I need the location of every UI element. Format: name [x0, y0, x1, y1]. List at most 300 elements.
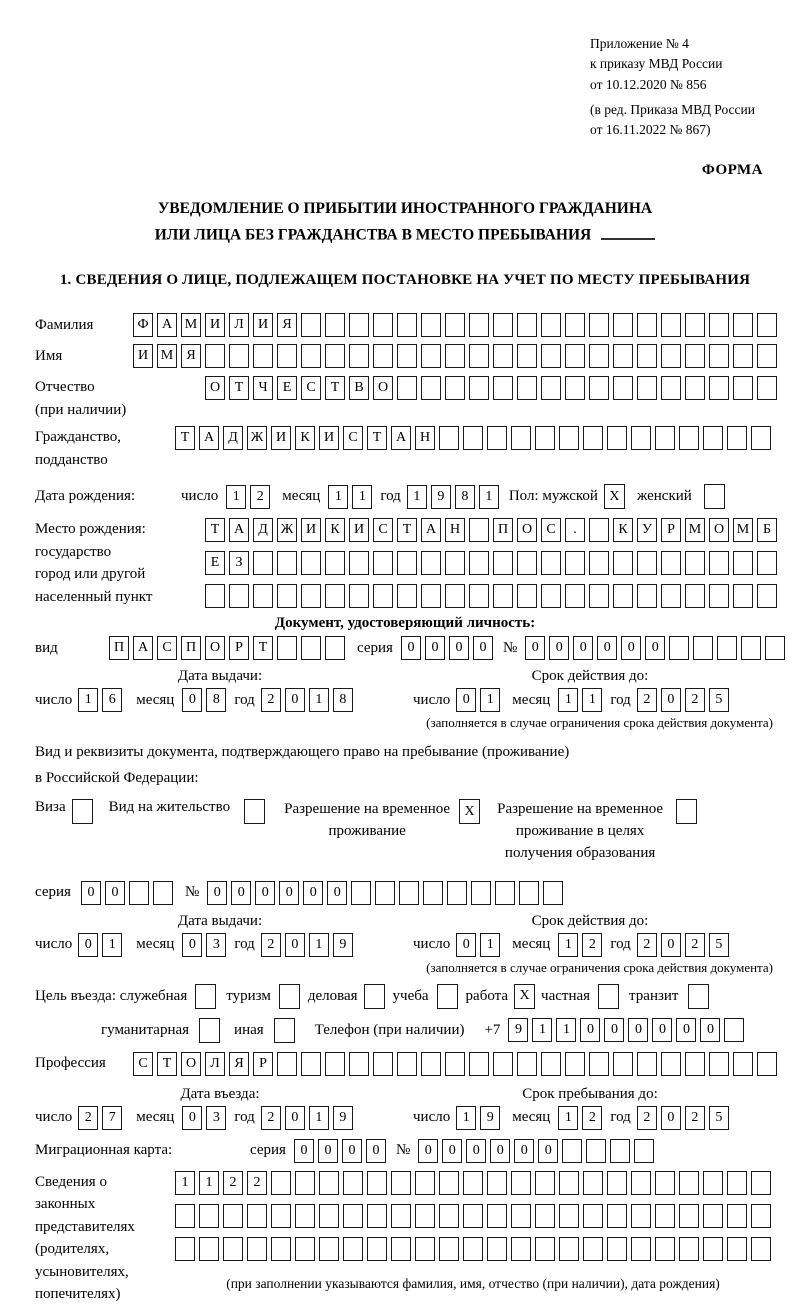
- char-box[interactable]: [397, 376, 417, 400]
- char-box[interactable]: 1: [479, 485, 499, 509]
- char-box[interactable]: 1: [309, 688, 329, 712]
- char-box[interactable]: [637, 584, 657, 608]
- char-box[interactable]: [471, 881, 491, 905]
- char-box[interactable]: [541, 313, 561, 337]
- char-box[interactable]: [391, 1237, 411, 1261]
- char-box[interactable]: 0: [294, 1139, 314, 1163]
- char-box[interactable]: 0: [621, 636, 641, 660]
- char-box[interactable]: [487, 1171, 507, 1195]
- char-box[interactable]: [637, 313, 657, 337]
- char-box[interactable]: [679, 1237, 699, 1261]
- char-box[interactable]: 5: [709, 933, 729, 957]
- char-box[interactable]: Е: [205, 551, 225, 575]
- char-box[interactable]: [589, 518, 609, 542]
- char-box[interactable]: 0: [645, 636, 665, 660]
- char-box[interactable]: [439, 1204, 459, 1228]
- char-box[interactable]: [301, 344, 321, 368]
- char-box[interactable]: [397, 1052, 417, 1076]
- char-box[interactable]: [319, 1204, 339, 1228]
- char-box[interactable]: [373, 584, 393, 608]
- char-box[interactable]: [519, 881, 539, 905]
- char-box[interactable]: 0: [514, 1139, 534, 1163]
- char-box[interactable]: [685, 584, 705, 608]
- char-box[interactable]: [565, 1052, 585, 1076]
- char-box[interactable]: 2: [582, 1106, 602, 1130]
- char-box[interactable]: [343, 1171, 363, 1195]
- char-box[interactable]: [586, 1139, 606, 1163]
- char-box[interactable]: [469, 313, 489, 337]
- char-box[interactable]: [583, 1204, 603, 1228]
- char-box[interactable]: [610, 1139, 630, 1163]
- char-box[interactable]: [661, 344, 681, 368]
- char-box[interactable]: [295, 1171, 315, 1195]
- char-box[interactable]: К: [295, 426, 315, 450]
- char-box[interactable]: 0: [573, 636, 593, 660]
- char-box[interactable]: [277, 344, 297, 368]
- char-box[interactable]: 0: [580, 1018, 600, 1042]
- char-box[interactable]: [565, 584, 585, 608]
- char-box[interactable]: Т: [175, 426, 195, 450]
- char-box[interactable]: Ф: [133, 313, 153, 337]
- char-box[interactable]: Ж: [247, 426, 267, 450]
- char-box[interactable]: [565, 313, 585, 337]
- char-box[interactable]: А: [157, 313, 177, 337]
- char-box[interactable]: [349, 313, 369, 337]
- char-box[interactable]: [733, 344, 753, 368]
- char-box[interactable]: [613, 344, 633, 368]
- char-box[interactable]: [397, 584, 417, 608]
- char-box[interactable]: [493, 313, 513, 337]
- char-box[interactable]: 2: [637, 933, 657, 957]
- char-box[interactable]: 0: [285, 688, 305, 712]
- char-box[interactable]: [493, 344, 513, 368]
- char-box[interactable]: [583, 1171, 603, 1195]
- char-box[interactable]: 2: [250, 485, 270, 509]
- purpose-work-checkbox[interactable]: X: [514, 984, 535, 1009]
- char-box[interactable]: [757, 584, 777, 608]
- char-box[interactable]: [703, 426, 723, 450]
- char-box[interactable]: [129, 881, 149, 905]
- char-box[interactable]: [541, 1052, 561, 1076]
- char-box[interactable]: А: [133, 636, 153, 660]
- char-box[interactable]: 1: [558, 933, 578, 957]
- char-box[interactable]: 1: [558, 688, 578, 712]
- char-box[interactable]: [325, 636, 345, 660]
- sex-male-checkbox[interactable]: X: [604, 484, 625, 509]
- char-box[interactable]: С: [541, 518, 561, 542]
- char-box[interactable]: 0: [342, 1139, 362, 1163]
- char-box[interactable]: [631, 1204, 651, 1228]
- char-box[interactable]: [661, 1052, 681, 1076]
- char-box[interactable]: [631, 1237, 651, 1261]
- purpose-private-checkbox[interactable]: [598, 984, 619, 1009]
- char-box[interactable]: [685, 551, 705, 575]
- char-box[interactable]: [421, 344, 441, 368]
- char-box[interactable]: 9: [333, 1106, 353, 1130]
- char-box[interactable]: 0: [442, 1139, 462, 1163]
- char-box[interactable]: [463, 1204, 483, 1228]
- char-box[interactable]: [661, 584, 681, 608]
- char-box[interactable]: 0: [231, 881, 251, 905]
- char-box[interactable]: 0: [549, 636, 569, 660]
- char-box[interactable]: [727, 1237, 747, 1261]
- char-box[interactable]: [535, 1171, 555, 1195]
- char-box[interactable]: К: [325, 518, 345, 542]
- char-box[interactable]: 0: [490, 1139, 510, 1163]
- char-box[interactable]: [565, 376, 585, 400]
- char-box[interactable]: [637, 551, 657, 575]
- char-box[interactable]: [703, 1237, 723, 1261]
- char-box[interactable]: [439, 1171, 459, 1195]
- char-box[interactable]: [757, 313, 777, 337]
- char-box[interactable]: [205, 584, 225, 608]
- char-box[interactable]: [517, 551, 537, 575]
- char-box[interactable]: 0: [255, 881, 275, 905]
- char-box[interactable]: Я: [277, 313, 297, 337]
- char-box[interactable]: [613, 551, 633, 575]
- char-box[interactable]: [325, 551, 345, 575]
- char-box[interactable]: [757, 551, 777, 575]
- char-box[interactable]: 2: [685, 688, 705, 712]
- char-box[interactable]: [541, 551, 561, 575]
- char-box[interactable]: И: [349, 518, 369, 542]
- char-box[interactable]: 0: [456, 688, 476, 712]
- char-box[interactable]: 9: [431, 485, 451, 509]
- char-box[interactable]: 5: [709, 688, 729, 712]
- char-box[interactable]: [493, 376, 513, 400]
- char-box[interactable]: [351, 881, 371, 905]
- char-box[interactable]: [301, 313, 321, 337]
- char-box[interactable]: [325, 584, 345, 608]
- purpose-tourism-checkbox[interactable]: [279, 984, 300, 1009]
- char-box[interactable]: 9: [333, 933, 353, 957]
- char-box[interactable]: 0: [182, 688, 202, 712]
- char-box[interactable]: 0: [279, 881, 299, 905]
- char-box[interactable]: [517, 344, 537, 368]
- char-box[interactable]: [631, 1171, 651, 1195]
- char-box[interactable]: [589, 1052, 609, 1076]
- char-box[interactable]: [562, 1139, 582, 1163]
- purpose-business-checkbox[interactable]: [364, 984, 385, 1009]
- char-box[interactable]: [589, 344, 609, 368]
- char-box[interactable]: З: [229, 551, 249, 575]
- char-box[interactable]: [463, 1237, 483, 1261]
- char-box[interactable]: 0: [318, 1139, 338, 1163]
- char-box[interactable]: С: [343, 426, 363, 450]
- char-box[interactable]: [439, 1237, 459, 1261]
- char-box[interactable]: [709, 1052, 729, 1076]
- char-box[interactable]: [613, 584, 633, 608]
- char-box[interactable]: [535, 1237, 555, 1261]
- char-box[interactable]: 3: [206, 1106, 226, 1130]
- char-box[interactable]: Р: [253, 1052, 273, 1076]
- char-box[interactable]: 1: [78, 688, 98, 712]
- char-box[interactable]: [565, 344, 585, 368]
- char-box[interactable]: [415, 1204, 435, 1228]
- char-box[interactable]: И: [271, 426, 291, 450]
- char-box[interactable]: 1: [456, 1106, 476, 1130]
- char-box[interactable]: О: [205, 376, 225, 400]
- char-box[interactable]: [469, 518, 489, 542]
- char-box[interactable]: [487, 1237, 507, 1261]
- char-box[interactable]: [373, 313, 393, 337]
- char-box[interactable]: [541, 376, 561, 400]
- char-box[interactable]: [397, 313, 417, 337]
- char-box[interactable]: [703, 1171, 723, 1195]
- char-box[interactable]: [685, 344, 705, 368]
- char-box[interactable]: В: [349, 376, 369, 400]
- char-box[interactable]: [421, 551, 441, 575]
- char-box[interactable]: 2: [78, 1106, 98, 1130]
- char-box[interactable]: [343, 1204, 363, 1228]
- char-box[interactable]: 3: [206, 933, 226, 957]
- char-box[interactable]: [511, 1171, 531, 1195]
- char-box[interactable]: [751, 426, 771, 450]
- char-box[interactable]: [751, 1171, 771, 1195]
- char-box[interactable]: [349, 551, 369, 575]
- char-box[interactable]: Ч: [253, 376, 273, 400]
- char-box[interactable]: Т: [397, 518, 417, 542]
- char-box[interactable]: [373, 344, 393, 368]
- char-box[interactable]: [661, 376, 681, 400]
- char-box[interactable]: 0: [449, 636, 469, 660]
- char-box[interactable]: Д: [253, 518, 273, 542]
- char-box[interactable]: [397, 551, 417, 575]
- char-box[interactable]: [271, 1237, 291, 1261]
- char-box[interactable]: [199, 1237, 219, 1261]
- char-box[interactable]: [685, 376, 705, 400]
- char-box[interactable]: 0: [78, 933, 98, 957]
- char-box[interactable]: 2: [223, 1171, 243, 1195]
- char-box[interactable]: [517, 376, 537, 400]
- char-box[interactable]: [655, 1237, 675, 1261]
- char-box[interactable]: [295, 1237, 315, 1261]
- char-box[interactable]: 1: [352, 485, 372, 509]
- char-box[interactable]: [277, 584, 297, 608]
- char-box[interactable]: 1: [480, 933, 500, 957]
- char-box[interactable]: [655, 426, 675, 450]
- char-box[interactable]: 0: [366, 1139, 386, 1163]
- temp-permit-checkbox[interactable]: X: [459, 799, 480, 824]
- char-box[interactable]: [607, 1171, 627, 1195]
- char-box[interactable]: [733, 376, 753, 400]
- char-box[interactable]: 0: [597, 636, 617, 660]
- char-box[interactable]: [319, 1237, 339, 1261]
- sex-female-checkbox[interactable]: [704, 484, 725, 509]
- char-box[interactable]: 0: [604, 1018, 624, 1042]
- char-box[interactable]: 0: [700, 1018, 720, 1042]
- char-box[interactable]: 0: [652, 1018, 672, 1042]
- char-box[interactable]: М: [181, 313, 201, 337]
- char-box[interactable]: [463, 426, 483, 450]
- char-box[interactable]: 0: [401, 636, 421, 660]
- char-box[interactable]: 9: [508, 1018, 528, 1042]
- char-box[interactable]: 1: [309, 1106, 329, 1130]
- char-box[interactable]: [367, 1237, 387, 1261]
- char-box[interactable]: [229, 584, 249, 608]
- char-box[interactable]: [679, 426, 699, 450]
- char-box[interactable]: 2: [637, 1106, 657, 1130]
- char-box[interactable]: [271, 1204, 291, 1228]
- char-box[interactable]: 0: [182, 1106, 202, 1130]
- char-box[interactable]: [511, 426, 531, 450]
- char-box[interactable]: 0: [661, 688, 681, 712]
- char-box[interactable]: [349, 584, 369, 608]
- char-box[interactable]: [559, 1171, 579, 1195]
- char-box[interactable]: [637, 1052, 657, 1076]
- char-box[interactable]: 9: [480, 1106, 500, 1130]
- char-box[interactable]: [655, 1204, 675, 1228]
- char-box[interactable]: [445, 584, 465, 608]
- char-box[interactable]: [415, 1171, 435, 1195]
- char-box[interactable]: Т: [367, 426, 387, 450]
- char-box[interactable]: 0: [628, 1018, 648, 1042]
- char-box[interactable]: 0: [327, 881, 347, 905]
- char-box[interactable]: [319, 1171, 339, 1195]
- char-box[interactable]: [421, 313, 441, 337]
- char-box[interactable]: [349, 344, 369, 368]
- char-box[interactable]: Л: [205, 1052, 225, 1076]
- char-box[interactable]: 8: [455, 485, 475, 509]
- char-box[interactable]: [223, 1237, 243, 1261]
- char-box[interactable]: 0: [661, 933, 681, 957]
- char-box[interactable]: [669, 636, 689, 660]
- char-box[interactable]: М: [733, 518, 753, 542]
- char-box[interactable]: С: [373, 518, 393, 542]
- char-box[interactable]: [709, 344, 729, 368]
- char-box[interactable]: 1: [407, 485, 427, 509]
- char-box[interactable]: [637, 376, 657, 400]
- char-box[interactable]: [205, 344, 225, 368]
- char-box[interactable]: П: [109, 636, 129, 660]
- char-box[interactable]: 0: [207, 881, 227, 905]
- char-box[interactable]: 1: [102, 933, 122, 957]
- char-box[interactable]: О: [517, 518, 537, 542]
- char-box[interactable]: [607, 426, 627, 450]
- char-box[interactable]: [397, 344, 417, 368]
- char-box[interactable]: [301, 636, 321, 660]
- char-box[interactable]: А: [391, 426, 411, 450]
- char-box[interactable]: [325, 313, 345, 337]
- char-box[interactable]: А: [421, 518, 441, 542]
- char-box[interactable]: Е: [277, 376, 297, 400]
- char-box[interactable]: Д: [223, 426, 243, 450]
- edu-permit-checkbox[interactable]: [676, 799, 697, 824]
- char-box[interactable]: [301, 551, 321, 575]
- char-box[interactable]: .: [565, 518, 585, 542]
- char-box[interactable]: [463, 1171, 483, 1195]
- char-box[interactable]: 0: [473, 636, 493, 660]
- char-box[interactable]: 2: [247, 1171, 267, 1195]
- char-box[interactable]: 0: [661, 1106, 681, 1130]
- char-box[interactable]: [607, 1237, 627, 1261]
- char-box[interactable]: [589, 551, 609, 575]
- char-box[interactable]: [229, 344, 249, 368]
- char-box[interactable]: [253, 344, 273, 368]
- char-box[interactable]: [253, 551, 273, 575]
- char-box[interactable]: 1: [558, 1106, 578, 1130]
- char-box[interactable]: И: [205, 313, 225, 337]
- char-box[interactable]: С: [133, 1052, 153, 1076]
- char-box[interactable]: [613, 313, 633, 337]
- char-box[interactable]: [733, 551, 753, 575]
- char-box[interactable]: [685, 1052, 705, 1076]
- char-box[interactable]: [733, 313, 753, 337]
- char-box[interactable]: [445, 1052, 465, 1076]
- char-box[interactable]: О: [181, 1052, 201, 1076]
- char-box[interactable]: Р: [229, 636, 249, 660]
- char-box[interactable]: [445, 344, 465, 368]
- char-box[interactable]: 2: [685, 1106, 705, 1130]
- char-box[interactable]: [751, 1204, 771, 1228]
- char-box[interactable]: [301, 584, 321, 608]
- char-box[interactable]: [559, 426, 579, 450]
- residence-permit-checkbox[interactable]: [244, 799, 265, 824]
- purpose-other-checkbox[interactable]: [274, 1018, 295, 1043]
- char-box[interactable]: [589, 376, 609, 400]
- char-box[interactable]: [559, 1237, 579, 1261]
- char-box[interactable]: О: [205, 636, 225, 660]
- char-box[interactable]: [661, 313, 681, 337]
- char-box[interactable]: [447, 881, 467, 905]
- char-box[interactable]: [693, 636, 713, 660]
- char-box[interactable]: [373, 1052, 393, 1076]
- char-box[interactable]: Т: [157, 1052, 177, 1076]
- char-box[interactable]: [535, 1204, 555, 1228]
- char-box[interactable]: И: [253, 313, 273, 337]
- char-box[interactable]: [295, 1204, 315, 1228]
- char-box[interactable]: 1: [226, 485, 246, 509]
- char-box[interactable]: [511, 1204, 531, 1228]
- char-box[interactable]: Т: [205, 518, 225, 542]
- char-box[interactable]: [445, 551, 465, 575]
- visa-checkbox[interactable]: [72, 799, 93, 824]
- purpose-transit-checkbox[interactable]: [688, 984, 709, 1009]
- char-box[interactable]: [589, 313, 609, 337]
- char-box[interactable]: [535, 426, 555, 450]
- char-box[interactable]: П: [493, 518, 513, 542]
- char-box[interactable]: [541, 344, 561, 368]
- char-box[interactable]: [733, 1052, 753, 1076]
- char-box[interactable]: [223, 1204, 243, 1228]
- char-box[interactable]: [469, 551, 489, 575]
- char-box[interactable]: [343, 1237, 363, 1261]
- char-box[interactable]: Н: [445, 518, 465, 542]
- char-box[interactable]: [511, 1237, 531, 1261]
- char-box[interactable]: [399, 881, 419, 905]
- purpose-study-checkbox[interactable]: [437, 984, 458, 1009]
- char-box[interactable]: [423, 881, 443, 905]
- char-box[interactable]: [325, 1052, 345, 1076]
- char-box[interactable]: 2: [261, 1106, 281, 1130]
- char-box[interactable]: [637, 344, 657, 368]
- char-box[interactable]: [583, 1237, 603, 1261]
- char-box[interactable]: 0: [418, 1139, 438, 1163]
- char-box[interactable]: [703, 1204, 723, 1228]
- char-box[interactable]: [415, 1237, 435, 1261]
- char-box[interactable]: У: [637, 518, 657, 542]
- char-box[interactable]: М: [157, 344, 177, 368]
- char-box[interactable]: [583, 426, 603, 450]
- char-box[interactable]: [685, 313, 705, 337]
- char-box[interactable]: [175, 1204, 195, 1228]
- char-box[interactable]: [391, 1204, 411, 1228]
- char-box[interactable]: [247, 1204, 267, 1228]
- char-box[interactable]: Н: [415, 426, 435, 450]
- char-box[interactable]: [445, 376, 465, 400]
- char-box[interactable]: И: [301, 518, 321, 542]
- char-box[interactable]: 0: [285, 933, 305, 957]
